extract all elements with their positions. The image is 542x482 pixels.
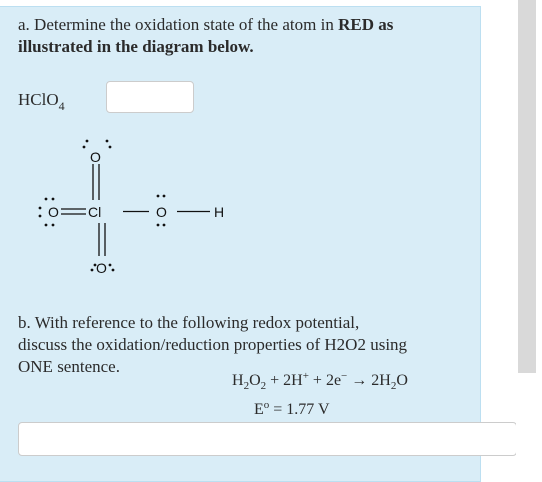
- atom-o-bottom: O: [96, 260, 107, 276]
- potential-value: = 1.77 V: [269, 401, 330, 418]
- lewis-structure-diagram: [20, 128, 225, 288]
- chemical-formula: [18, 90, 65, 113]
- eq-h2-sub: 2: [390, 380, 397, 392]
- eq-arrow-product: → 2H: [347, 372, 391, 389]
- question-a-text: [18, 14, 458, 58]
- eq-o2: O: [396, 372, 408, 389]
- atom-o-right: O: [156, 204, 167, 220]
- question-b-line2: discuss the oxidation/reduction properties of H2O2 using: [18, 335, 408, 354]
- eq-e-charge: −: [341, 370, 348, 382]
- scrollbar-thumb[interactable]: [518, 0, 536, 373]
- eq-h1: H: [232, 372, 244, 389]
- eq-plus-h: + 2H: [266, 372, 303, 389]
- question-a-bold-word: RED: [338, 15, 374, 34]
- standard-potential: [254, 401, 330, 419]
- eq-plus-e: + 2e: [308, 372, 342, 389]
- atom-h: H: [214, 204, 225, 220]
- formula-subscript: 4: [58, 99, 65, 113]
- question-a-prefix: a. Determine the oxidation state of the atom in: [18, 15, 339, 34]
- redox-equation: [232, 372, 408, 391]
- potential-degree: o: [263, 399, 270, 411]
- eq-o1: O: [249, 372, 261, 389]
- atom-cl: Cl: [88, 204, 102, 220]
- eq-o1-sub: 2: [260, 380, 267, 392]
- question-b-text: [18, 312, 458, 378]
- formula-main: HClO: [18, 90, 59, 109]
- question-a-line2: illustrated in the diagram below.: [18, 37, 254, 56]
- question-b-line3: ONE sentence.: [18, 357, 120, 376]
- eq-h-charge: +: [302, 370, 309, 382]
- oxidation-state-input[interactable]: [106, 81, 194, 113]
- redox-explanation-input[interactable]: [18, 422, 517, 456]
- atom-o-left: O: [48, 204, 59, 220]
- question-a-suffix: as: [373, 15, 394, 34]
- potential-e: E: [254, 401, 264, 418]
- eq-h1-sub: 2: [243, 380, 250, 392]
- question-b-line1: b. With reference to the following redox potential,: [18, 313, 360, 332]
- atom-o-top: O: [90, 149, 101, 165]
